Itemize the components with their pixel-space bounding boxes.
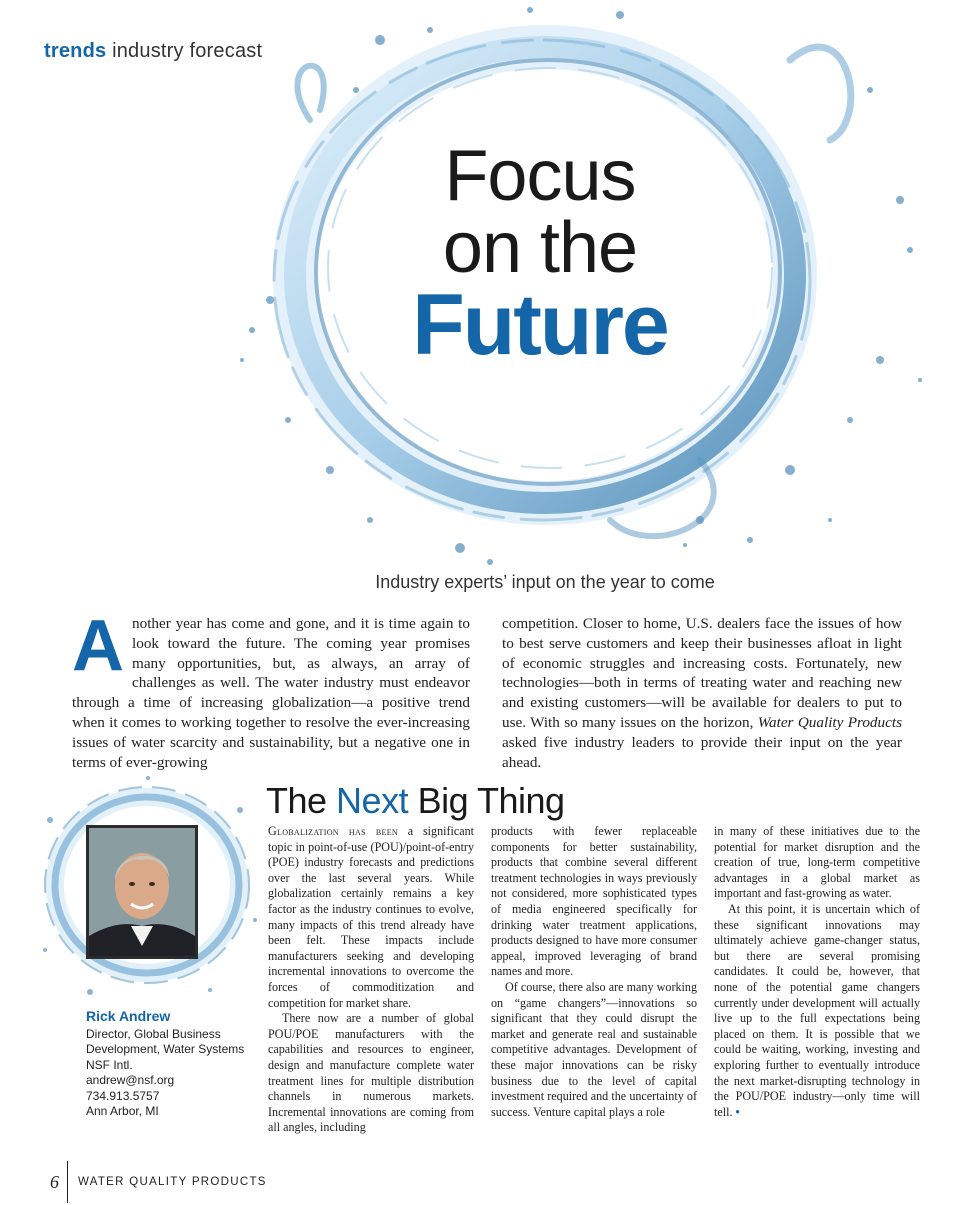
author-name: Rick Andrew — [86, 1008, 171, 1024]
intro-text-end: asked five industry leaders to provide their input on the year ahead. — [502, 733, 902, 771]
intro-column-1 — [72, 606, 470, 772]
author-title-line-1: Director, Global Business — [86, 1027, 221, 1041]
page-number: 6 — [50, 1171, 59, 1192]
drop-cap: A — [72, 606, 124, 686]
intro-paragraph-2 — [502, 614, 902, 772]
footer-divider — [67, 1161, 68, 1203]
body-paragraph-last — [714, 902, 920, 1120]
body-column-3 — [714, 824, 920, 1120]
body-paragraph: Of course, there also are many working on “game changers”—innovations so significant that they could disrupt the market and generate real and sustainable competitive advantages. Development of these major innovations can be risky business due to the level of capital investment required and the uncertainty of success. Venture capital plays a role — [491, 979, 697, 1119]
body-paragraph — [268, 824, 474, 1011]
author-email[interactable]: andrew@nsf.org — [86, 1073, 175, 1088]
author-location: Ann Arbor, MI — [86, 1104, 159, 1119]
body-paragraph: products with fewer replaceable components for better sustainability, products that combine several different treatment technologies in ways previously not considered, more sophisticated types of media engineered specifically for drinking water treatment applications, products designed to have more consumer appeal, improved leveraging of brand names and more. — [491, 824, 697, 979]
section-subheading — [266, 780, 565, 822]
end-mark-icon: • — [735, 1104, 740, 1119]
author-title-line-2: Development, Water Systems — [86, 1042, 245, 1057]
headline — [360, 136, 720, 373]
body-text: a significant topic in point-of-use (POU)/point-of-entry (POE) industry forecasts and predictions over the last several years. While globalization certainly remains a key factor as the industry continues to evolve, many impacts of this trend already have been felt. These impacts include manufacturers seeking and developing incremental innovations to overcome the forces of commoditization and competition for market share. — [268, 824, 475, 1010]
subheading-part-3: Big Thing — [408, 780, 565, 821]
author-photo — [86, 825, 198, 959]
deck-subtitle: Industry experts’ input on the year to come — [375, 572, 715, 592]
section-tag-rest: industry forecast — [112, 40, 263, 62]
intro-text: competition. Closer to home, U.S. dealers face the issues of how to best serve customers and keep their businesses afloat in light of economic struggles and increasing costs. Fortunately, new technologies—both in terms of treating water and reaching new and existing customers—will be available for dealers to put to use. With so many issues on the horizon, — [502, 615, 902, 731]
headline-line-3: Future — [412, 277, 668, 373]
page-footer — [50, 1162, 267, 1202]
subheading-part-1: The — [266, 780, 337, 821]
intro-paragraph-1: nother year has come and gone, and it is time again to look toward the future. The coming year promises many opportunities, but, as always, an array of challenges as well. The water industry must endeavor through a time of increasing globalization—a positive trend when it comes to working together to resolve the ever-increasing issues of water scarcity and sustainability, but a negative one in terms of ever-growing — [72, 615, 470, 771]
headline-line-2: on the — [442, 208, 638, 288]
author-byline — [86, 1008, 261, 1119]
headline-line-1: Focus — [444, 136, 636, 216]
body-paragraph: in many of these initiatives due to the potential for market disruption and the creation of true, long-term competitive advantages in a global market as important and fast-growing as water. — [714, 824, 920, 901]
magazine-name: WATER QUALITY PRODUCTS — [78, 1176, 267, 1188]
publication-name: Water Quality Products — [757, 713, 902, 731]
intro-column-2 — [502, 614, 902, 772]
author-phone: 734.913.5757 — [86, 1088, 160, 1103]
author-organization: NSF Intl. — [86, 1057, 133, 1072]
lead-in-small-caps: Globalization has been — [268, 824, 399, 838]
section-tag-bold: trends — [44, 40, 107, 62]
body-text: At this point, it is uncertain which of these significant innovations may ultimately achieve game-changer status, but there are several promising candidates. It could be, however, that none of the potential game changers currently under development will actually live up to the full expectations being placed on them. It is possible that we could be waiting, working, investing and exploring further to eventually introduce the next market-disrupting technology in the POU/POE industry—only time will tell. — [714, 901, 920, 1119]
body-column-2 — [491, 824, 697, 1120]
body-column-1 — [268, 824, 474, 1136]
subheading-highlight: Next — [336, 780, 409, 821]
body-paragraph: There now are a number of global POU/POE manufacturers with the capabilities and resources to engineer, design and manufacture complete water treatment lines for multiple distribution channels in numerous markets. Incremental innovations are coming from all angles, including — [268, 1011, 474, 1135]
